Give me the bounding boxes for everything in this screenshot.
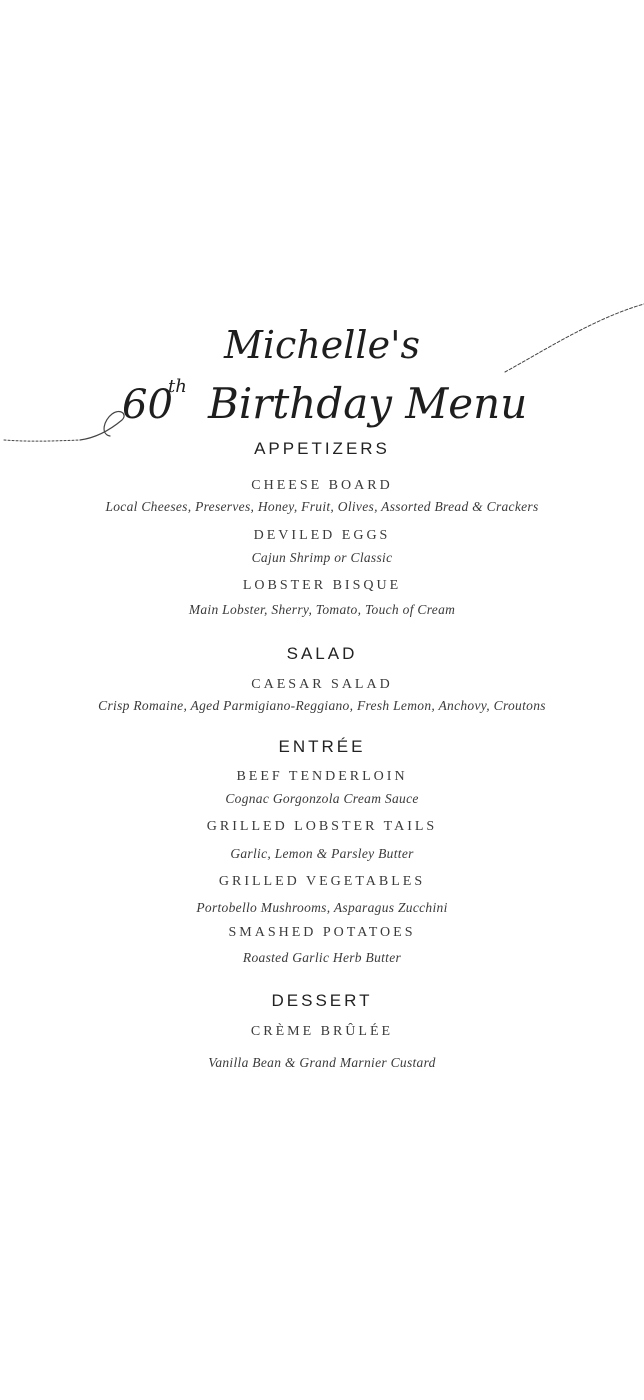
dish-name-creme-brulee: CRÈME BRÛLÉE bbox=[250, 1024, 394, 1039]
dish-description-grilled-lobster-tails: Garlic, Lemon & Parsley Butter bbox=[230, 846, 414, 861]
left-flourish-curl bbox=[80, 412, 124, 440]
dish-name-grilled-lobster-tails: GRILLED LOBSTER TAILS bbox=[206, 819, 438, 834]
dish-description-lobster-bisque: Main Lobster, Sherry, Tomato, Touch of Cream bbox=[188, 602, 456, 617]
section-heading-salad: SALAD bbox=[286, 644, 358, 663]
dish-name-grilled-vegetables: GRILLED VEGETABLES bbox=[218, 874, 426, 889]
dish-description-smashed-potatoes: Roasted Garlic Herb Butter bbox=[242, 950, 402, 965]
dish-description-creme-brulee: Vanilla Bean & Grand Marnier Custard bbox=[208, 1055, 436, 1070]
dish-description-beef-tenderloin: Cognac Gorgonzola Cream Sauce bbox=[225, 791, 419, 806]
dish-name-caesar-salad: CAESAR SALAD bbox=[251, 677, 393, 692]
section-heading-dessert: DESSERT bbox=[271, 991, 373, 1010]
dish-name-deviled-eggs: DEVILED EGGS bbox=[253, 528, 391, 543]
dish-description-caesar-salad: Crisp Romaine, Aged Parmigiano-Reggiano, Fresh Lemon, Anchovy, Croutons bbox=[98, 698, 546, 713]
right-flourish bbox=[505, 304, 644, 372]
title-birthday-menu: Birthday Menu bbox=[208, 379, 528, 428]
dish-name-lobster-bisque: LOBSTER BISQUE bbox=[242, 578, 402, 593]
menu-title bbox=[0, 290, 644, 450]
section-heading-appetizers: APPETIZERS bbox=[254, 439, 390, 458]
dish-name-smashed-potatoes: SMASHED POTATOES bbox=[228, 925, 416, 940]
dish-description-deviled-eggs: Cajun Shrimp or Classic bbox=[251, 550, 393, 565]
title-suffix: th bbox=[168, 376, 187, 397]
dish-name-beef-tenderloin: BEEF TENDERLOIN bbox=[236, 769, 408, 784]
dish-description-cheese-board: Local Cheeses, Preserves, Honey, Fruit, Olives, Assorted Bread & Crackers bbox=[105, 499, 539, 514]
dish-description-grilled-vegetables: Portobello Mushrooms, Asparagus Zucchini bbox=[196, 900, 448, 915]
dish-name-cheese-board: CHEESE BOARD bbox=[251, 478, 393, 493]
section-heading-entree: ENTRÉE bbox=[278, 737, 366, 756]
title-name: Michelle's bbox=[223, 323, 421, 367]
title-number: 60 bbox=[122, 382, 173, 428]
